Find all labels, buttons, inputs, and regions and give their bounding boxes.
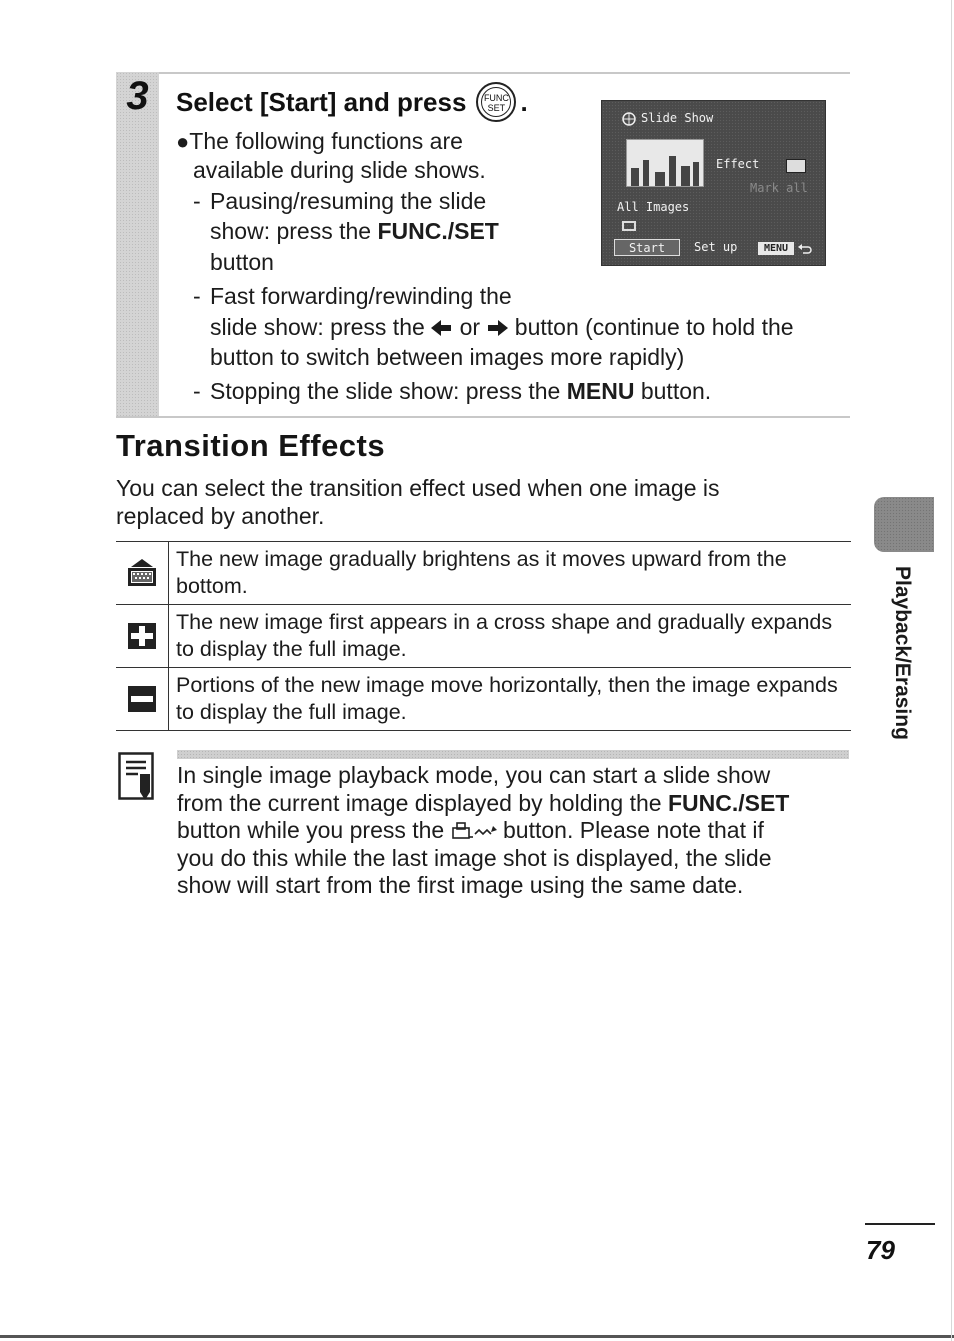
slide-show-icon xyxy=(622,112,636,126)
horizontal-effect-icon xyxy=(127,684,157,714)
step-top-rule xyxy=(159,72,850,74)
lcd-title: Slide Show xyxy=(641,111,714,125)
func-set-icon xyxy=(476,82,516,122)
step-intro-line1: ●The following functions are xyxy=(176,128,463,154)
note-bar xyxy=(177,750,849,759)
item3-dash: - xyxy=(193,378,201,404)
item1-line1: Pausing/resuming the slide xyxy=(210,188,487,214)
effect-row-horizontal xyxy=(116,667,851,731)
effects-table xyxy=(116,541,851,731)
step-title xyxy=(176,82,528,122)
item2-line3: button to switch between images more rapidly) xyxy=(210,344,685,370)
note-line3: button while you press the button. Please note that if xyxy=(177,817,764,843)
note-text xyxy=(177,762,847,900)
lcd-effect-label: Effect xyxy=(716,157,760,171)
note-line5: show will start from the first image using the same date. xyxy=(177,872,744,898)
print-share-icon xyxy=(451,819,497,839)
effect-desc: Portions of the new image move horizontally, then the image expands to display the full image. xyxy=(176,673,838,724)
right-arrow-icon xyxy=(486,313,508,329)
func-set-bold: FUNC./SET xyxy=(377,218,499,244)
lcd-setup: Set up xyxy=(694,240,738,254)
note-func-set-bold: FUNC./SET xyxy=(667,789,790,816)
fade-up-effect-icon xyxy=(127,558,157,588)
lcd-start-button: Start xyxy=(614,239,680,256)
effect-row-fade-up xyxy=(116,541,851,604)
item2-line2: slide show: press the or button (continue to hold the xyxy=(210,314,794,340)
effect-desc: The new image gradually brightens as it moves upward from the bottom. xyxy=(176,547,787,598)
title-period: . xyxy=(520,86,528,117)
left-arrow-icon xyxy=(431,313,453,329)
step-number: 3 xyxy=(126,74,149,118)
lcd-effect-icon xyxy=(786,159,806,173)
bullet-icon: ● xyxy=(176,129,190,154)
item3-line: Stopping the slide show: press the MENU button. xyxy=(210,378,712,404)
lcd-menu-button: MENU xyxy=(758,242,794,255)
item2-line1: Fast forwarding/rewinding the xyxy=(210,283,512,309)
page-number: 79 xyxy=(866,1235,895,1265)
item1-line3: button xyxy=(210,249,274,275)
item1-dash: - xyxy=(193,188,201,214)
step-title-text: Select [Start] and press xyxy=(176,86,467,117)
note-line2: from the current image displayed by holding the FUNC./SET xyxy=(177,789,790,816)
item1-line2: show: press the FUNC./SET xyxy=(210,218,499,244)
lcd-return-icon xyxy=(798,242,812,255)
item2-dash: - xyxy=(193,283,201,309)
func-set-icon-set: SET xyxy=(487,103,506,113)
note-line4: you do this while the last image shot is displayed, the slide xyxy=(177,844,772,871)
note-line1: In single image playback mode, you can start a slide show xyxy=(177,762,771,788)
lcd-mark-all: Mark all xyxy=(750,181,808,195)
chapter-side-tab xyxy=(874,497,934,552)
scan-edge-right xyxy=(951,0,952,1341)
section-intro: You can select the transition effect used when one image is replaced by another. xyxy=(116,475,720,529)
step-intro-line2: available during slide shows. xyxy=(193,157,486,183)
chapter-side-label: Playback/Erasing xyxy=(891,566,914,740)
lcd-images-icon xyxy=(622,221,636,231)
cross-effect-icon xyxy=(127,621,157,651)
lcd-slide-show-screen xyxy=(601,100,826,266)
lcd-thumbnail xyxy=(626,139,704,187)
menu-bold: MENU xyxy=(566,378,635,404)
step-bottom-rule xyxy=(116,416,850,418)
section-heading: Transition Effects xyxy=(116,428,386,463)
func-set-icon-func: FUNC xyxy=(483,93,509,103)
lcd-all-images: All Images xyxy=(617,200,690,214)
effect-row-cross xyxy=(116,604,851,667)
note-icon xyxy=(118,752,156,802)
scan-edge-bottom xyxy=(0,1335,954,1338)
page-number-rule xyxy=(865,1223,935,1225)
step-bar xyxy=(116,72,159,418)
effect-desc: The new image first appears in a cross shape and gradually expands to display the full image. xyxy=(176,610,833,661)
